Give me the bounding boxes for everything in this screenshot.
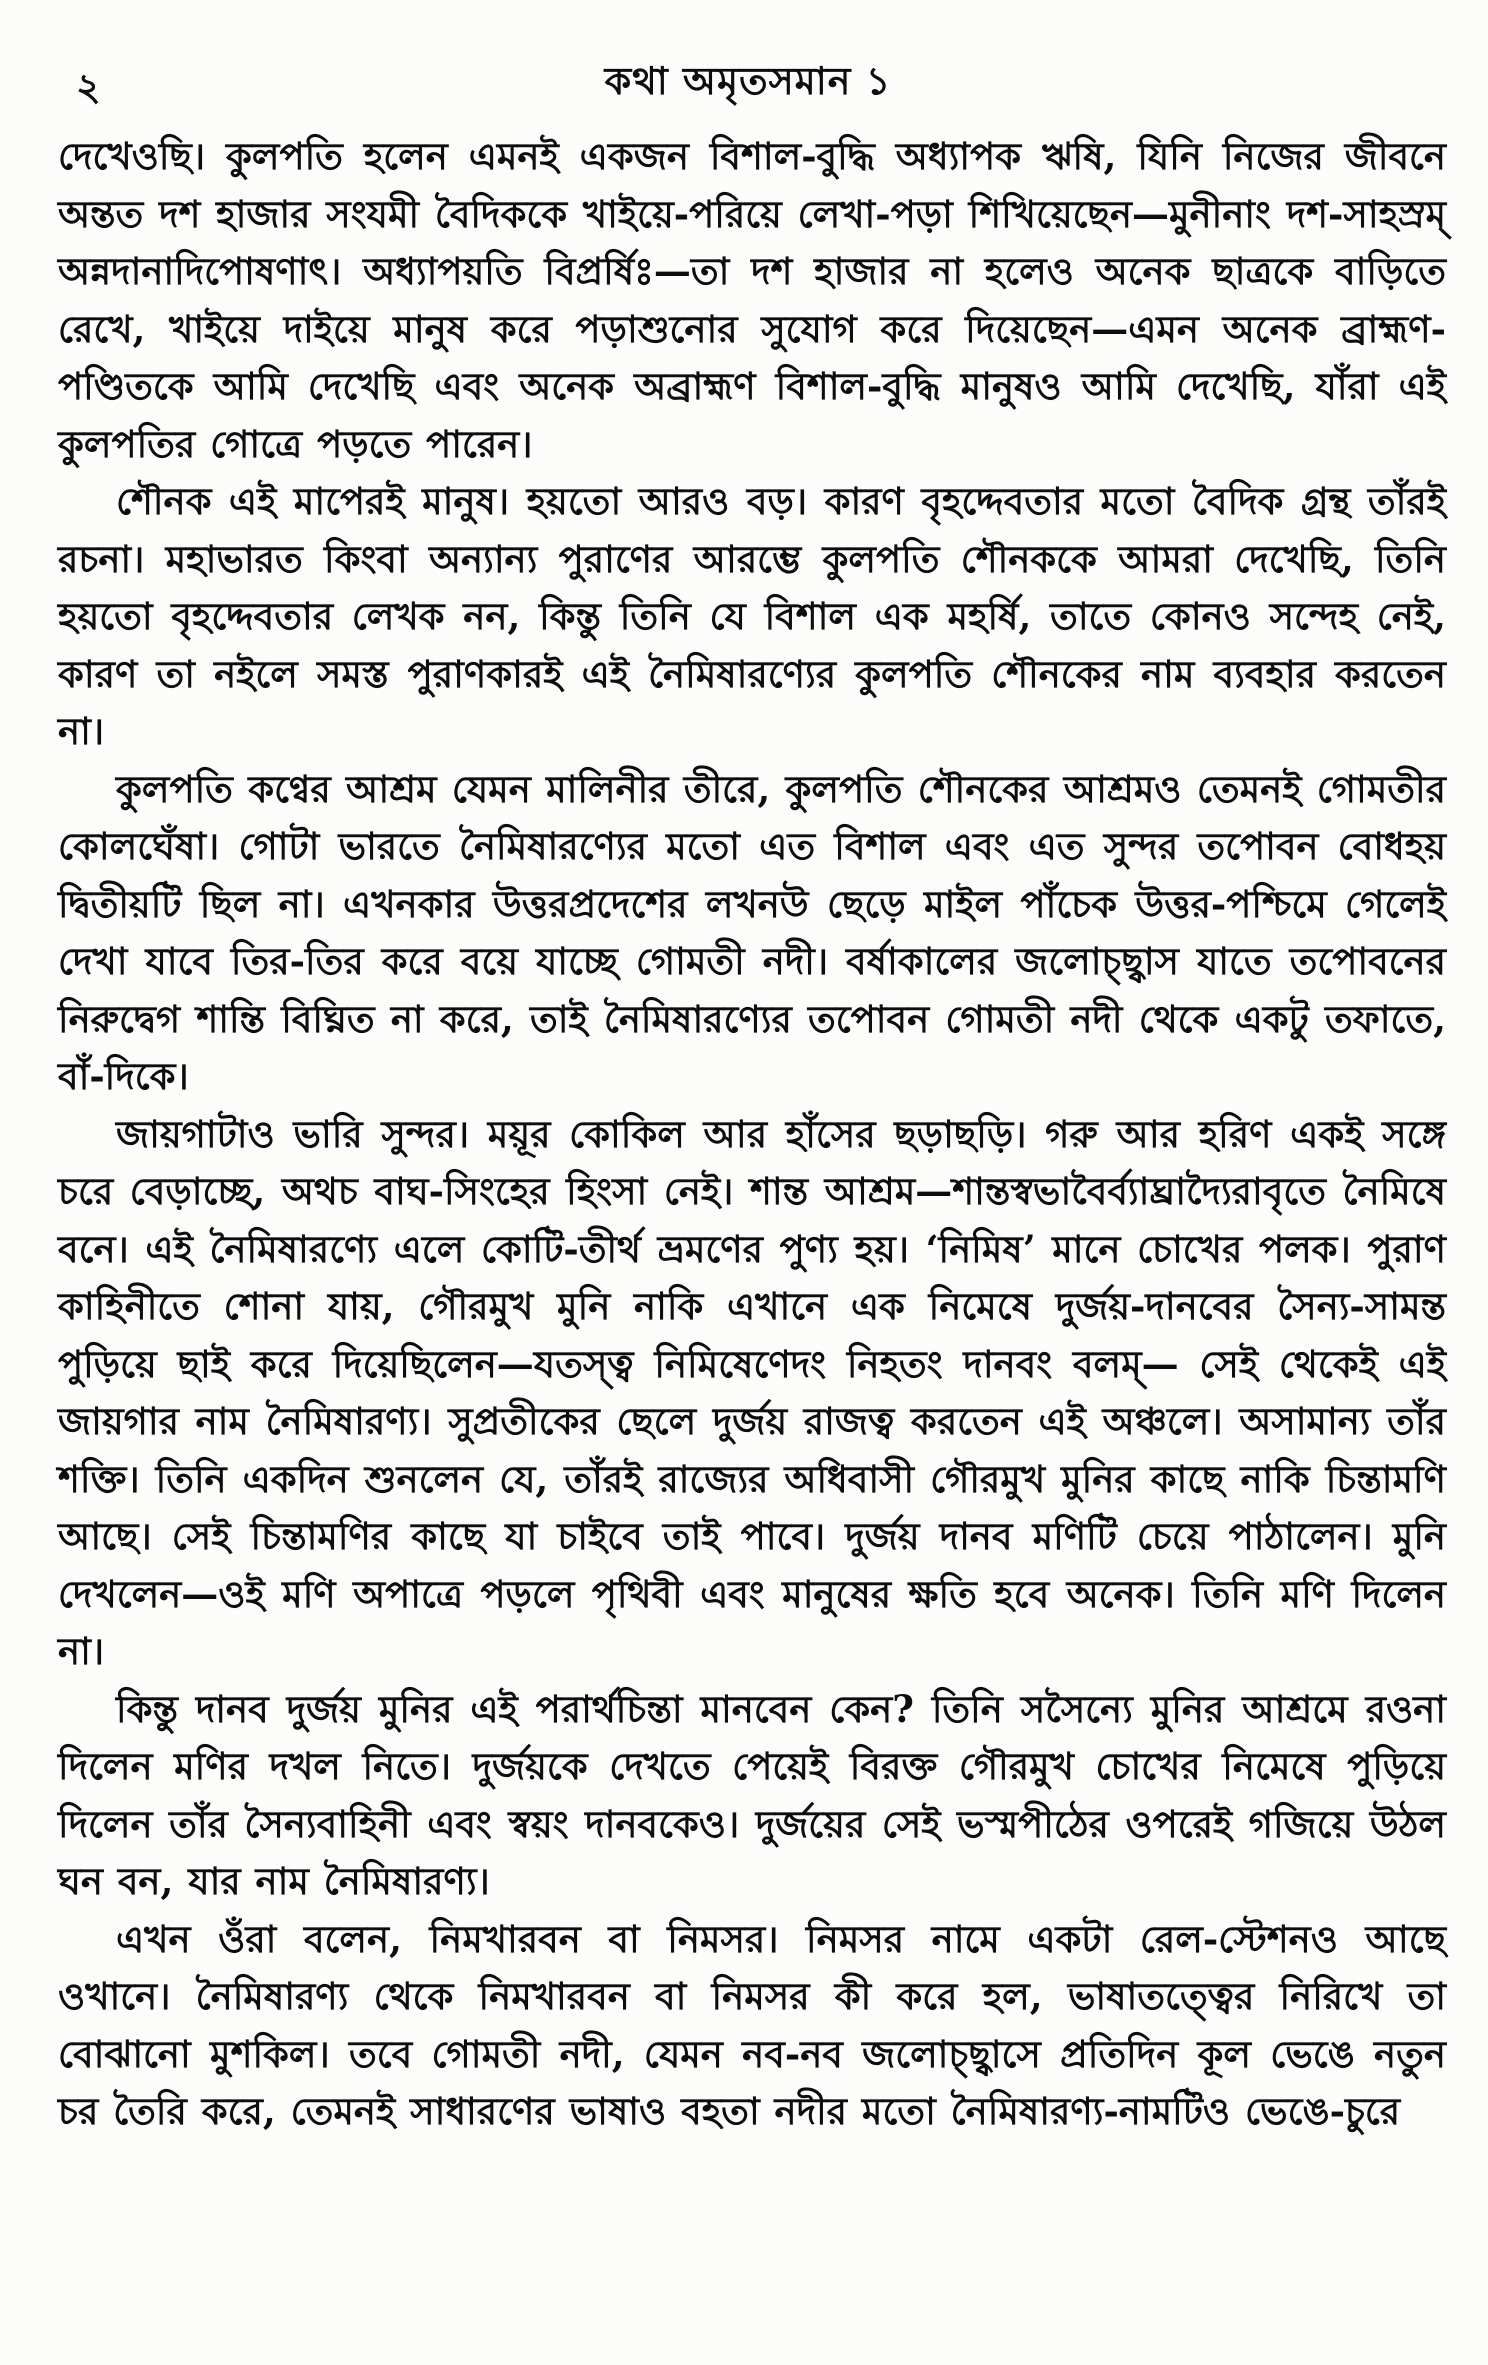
paragraph: জায়গাটাও ভারি সুন্দর। ময়ূর কোকিল আর হাঁসের ছড়াছড়ি। গরু আর হরিণ একই সঙ্গে চরে বেড়াচ্ছে, অথচ বাঘ-সিংহের হিংসা নেই। শান্ত আশ্রম—শান্তস্বভাবৈর্ব্যাঘ্রাদ্যৈরাবৃতে নৈমিষে বনে। এই নৈমিষারণ্যে এলে কোটি-তীর্থ ভ্রমণের পুণ্য হয়। ‘নিমিষ’ মানে চোখের পলক। পুরাণ কাহিনীতে শোনা যায়, গৌরমুখ মুনি নাকি এখানে এক নিমেষে দুর্জয়-দানবের সৈন্য-সামন্ত পুড়িয়ে ছাই করে দিয়েছিলেন—যতস্ত্ব নিমিষেণেদং নিহতং দানবং বলম্‌— সেই থেকেই এই জায়গার নাম নৈমিষারণ্য। সুপ্রতীকের ছেলে দুর্জয় রাজত্ব করতেন এই অঞ্চলে। অসামান্য তাঁর শক্তি। তিনি একদিন শুনলেন যে, তাঁরই রাজ্যের অধিবাসী গৌরমুখ মুনির কাছে নাকি চিন্তামণি আছে। সেই চিন্তামণির কাছে যা চাইবে তাই পাবে। দুর্জয় দানব মণিটি চেয়ে পাঠালেন। মুনি দেখলেন—ওই মণি অপাত্রে পড়লে পৃথিবী এবং মানুষের ক্ষতি হবে অনেক। তিনি মণি দিলেন না। xyxy=(58,1111,1446,1673)
paragraph: দেখেওছি। কুলপতি হলেন এমনই একজন বিশাল-বুদ্ধি অধ্যাপক ঋষি, যিনি নিজের জীবনে অন্তত দশ হাজার সংযমী বৈদিককে খাইয়ে-পরিয়ে লেখা-পড়া শিখিয়েছেন—মুনীনাং দশ-সাহস্রম্ অন্নদানাদিপোষণাৎ। অধ্যাপয়তি বিপ্রর্ষিঃ—তা দশ হাজার না হলেও অনেক ছাত্রকে বাড়িতে রেখে, খাইয়ে দাইয়ে মানুষ করে পড়াশুনোর সুযোগ করে দিয়েছেন—এমন অনেক ব্রাহ্মণ-পণ্ডিতকে আমি দেখেছি এবং অনেক অব্রাহ্মণ বিশাল-বুদ্ধি মানুষও আমি দেখেছি, যাঁরা এই কুলপতির গোত্রে পড়তে পারেন। xyxy=(58,134,1446,466)
page-header xyxy=(58,52,1438,112)
paragraph: এখন ওঁরা বলেন, নিমখারবন বা নিমসর। নিমসর নামে একটা রেল-স্টেশনও আছে ওখানে। নৈমিষারণ্য থেকে নিমখারবন বা নিমসর কী করে হল, ভাষাতত্ত্বের নিরিখে তা বোঝানো মুশকিল। তবে গোমতী নদী, যেমন নব-নব জলোচ্ছ্বাসে প্রতিদিন কূল ভেঙে নতুন চর তৈরি করে, তেমনই সাধারণের ভাষাও বহতা নদীর মতো নৈমিষারণ্য-নামটিও ভেঙে-চুরে xyxy=(58,1916,1446,2133)
page-number: ২ xyxy=(76,64,101,109)
paragraph: কুলপতি কণ্বের আশ্রম যেমন মালিনীর তীরে, কুলপতি শৌনকের আশ্রমও তেমনই গোমতীর কোলঘেঁষা। গোটা ভারতে নৈমিষারণ্যের মতো এত বিশাল এবং এত সুন্দর তপোবন বোধহয় দ্বিতীয়টি ছিল না। এখনকার উত্তরপ্রদেশের লখনউ ছেড়ে মাইল পাঁচেক উত্তর-পশ্চিমে গেলেই দেখা যাবে তির-তির করে বয়ে যাচ্ছে গোমতী নদী। বর্ষাকালের জলোচ্ছ্বাস যাতে তপোবনের নিরুদ্বেগ শান্তি বিঘ্নিত না করে, তাই নৈমিষারণ্যের তপোবন গোমতী নদী থেকে একটু তফাতে, বাঁ-দিকে। xyxy=(58,766,1447,1098)
body-text-block xyxy=(58,128,1446,2141)
paragraph: শৌনক এই মাপেরই মানুষ। হয়তো আরও বড়। কারণ বৃহদ্দেবতার মতো বৈদিক গ্রন্থ তাঁরই রচনা। মহাভারত কিংবা অন্যান্য পুরাণের আরম্ভে কুলপতি শৌনককে আমরা দেখেছি, তিনি হয়তো বৃহদ্দেবতার লেখক নন, কিন্তু তিনি যে বিশাল এক মহর্ষি, তাতে কোনও সন্দেহ নেই, কারণ তা নইলে সমস্ত পুরাণকারই এই নৈমিষারণ্যের কুলপতি শৌনকের নাম ব্যবহার করতেন না। xyxy=(58,479,1446,753)
paragraph: কিন্তু দানব দুর্জয় মুনির এই পরার্থচিন্তা মানবেন কেন? তিনি সসৈন্যে মুনির আশ্রমে রওনা দিলেন মণির দখল নিতে। দুর্জয়কে দেখতে পেয়েই বিরক্ত গৌরমুখ চোখের নিমেষে পুড়িয়ে দিলেন তাঁর সৈন্যবাহিনী এবং স্বয়ং দানবকেও। দুর্জয়ের সেই ভস্মপীঠের ওপরেই গজিয়ে উঠল ঘন বন, যার নাম নৈমিষারণ্য। xyxy=(58,1686,1446,1903)
running-header-title: কথা অমৃতসমান ১ xyxy=(604,58,892,103)
